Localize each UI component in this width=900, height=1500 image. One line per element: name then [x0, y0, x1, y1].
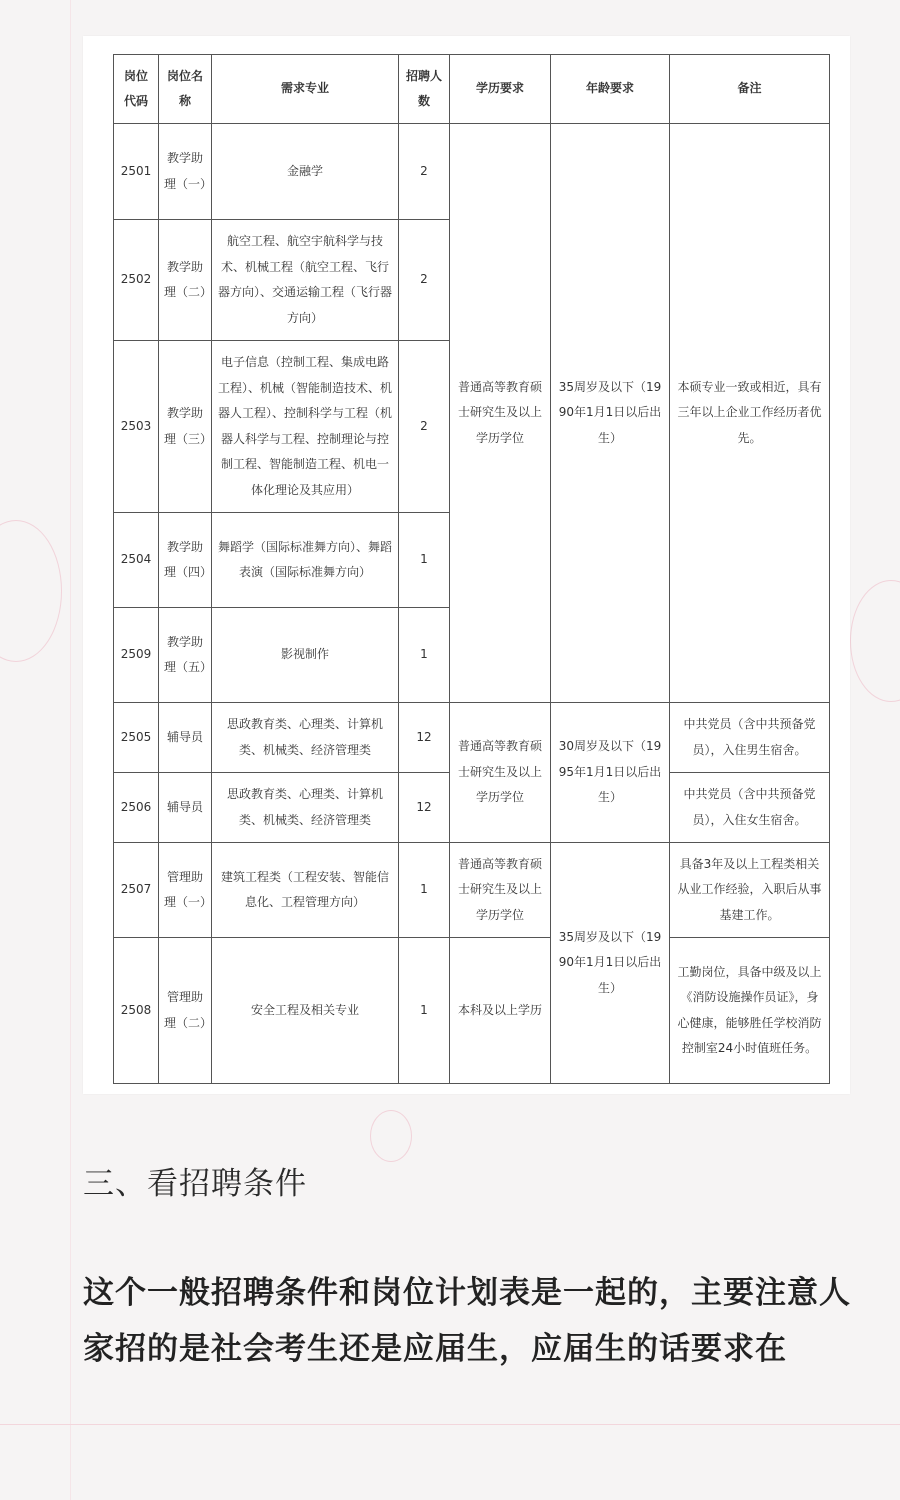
cell-count: 1 [399, 843, 450, 938]
cell-code: 2503 [114, 341, 159, 513]
decor-line [70, 0, 71, 1500]
cell-name: 教学助理（四） [159, 513, 212, 608]
cell-count: 12 [399, 773, 450, 843]
decor-blob [0, 520, 62, 662]
table-row [114, 843, 830, 938]
table-row [114, 124, 830, 220]
cell-code: 2507 [114, 843, 159, 938]
cell-major: 影视制作 [212, 608, 399, 703]
decor-blob [850, 580, 900, 702]
cell-education: 普通高等教育硕士研究生及以上学历学位 [450, 843, 551, 938]
table-header-row [114, 55, 830, 124]
cell-code: 2501 [114, 124, 159, 220]
cell-notes-group-a: 本硕专业一致或相近，具有三年以上企业工作经历者优先。 [670, 124, 830, 703]
cell-notes: 工勤岗位，具备中级及以上《消防设施操作员证》，身心健康，能够胜任学校消防控制室24小时值班任务。 [670, 938, 830, 1084]
header-education: 学历要求 [450, 55, 551, 124]
cell-major: 思政教育类、心理类、计算机类、机械类、经济管理类 [212, 703, 399, 773]
cell-name: 教学助理（二） [159, 220, 212, 341]
cell-name: 教学助理（三） [159, 341, 212, 513]
cell-notes: 中共党员（含中共预备党员），入住女生宿舍。 [670, 773, 830, 843]
decor-blob [370, 1110, 412, 1162]
cell-notes: 中共党员（含中共预备党员），入住男生宿舍。 [670, 703, 830, 773]
recruitment-table [113, 54, 830, 1084]
cell-major: 金融学 [212, 124, 399, 220]
cell-major: 思政教育类、心理类、计算机类、机械类、经济管理类 [212, 773, 399, 843]
cell-education-group-a: 普通高等教育硕士研究生及以上学历学位 [450, 124, 551, 703]
table-row [114, 938, 830, 1084]
cell-count: 2 [399, 124, 450, 220]
cell-count: 1 [399, 513, 450, 608]
cell-major: 航空工程、航空宇航科学与技术、机械工程（航空工程、飞行器方向）、交通运输工程（飞行器方向） [212, 220, 399, 341]
cell-major: 建筑工程类（工程安装、智能信息化、工程管理方向） [212, 843, 399, 938]
cell-name: 辅导员 [159, 773, 212, 843]
cell-major: 舞蹈学（国际标准舞方向）、舞蹈表演（国际标准舞方向） [212, 513, 399, 608]
cell-name: 辅导员 [159, 703, 212, 773]
header-age: 年龄要求 [551, 55, 670, 124]
cell-count: 2 [399, 220, 450, 341]
header-major: 需求专业 [212, 55, 399, 124]
cell-code: 2506 [114, 773, 159, 843]
cell-code: 2509 [114, 608, 159, 703]
section-heading: 三、看招聘条件 [83, 1166, 307, 1202]
cell-count: 12 [399, 703, 450, 773]
cell-education: 本科及以上学历 [450, 938, 551, 1084]
cell-count: 1 [399, 608, 450, 703]
header-notes: 备注 [670, 55, 830, 124]
cell-age-group-a: 35周岁及以下（1990年1月1日以后出生） [551, 124, 670, 703]
cell-education-group-b: 普通高等教育硕士研究生及以上学历学位 [450, 703, 551, 843]
cell-code: 2502 [114, 220, 159, 341]
cell-age-group-c: 35周岁及以下（1990年1月1日以后出生） [551, 843, 670, 1084]
cell-name: 教学助理（五） [159, 608, 212, 703]
header-name: 岗位名称 [159, 55, 212, 124]
body-paragraph: 这个一般招聘条件和岗位计划表是一起的，主要注意人家招的是社会考生还是应届生，应届生的话要求在 [83, 1275, 851, 1367]
cell-name: 教学助理（一） [159, 124, 212, 220]
recruitment-table-card [83, 36, 850, 1094]
header-code: 岗位代码 [114, 55, 159, 124]
cell-notes: 具备3年及以上工程类相关从业工作经验，入职后从事基建工作。 [670, 843, 830, 938]
header-count: 招聘人数 [399, 55, 450, 124]
cell-major: 安全工程及相关专业 [212, 938, 399, 1084]
cell-major: 电子信息（控制工程、集成电路工程）、机械（智能制造技术、机器人工程）、控制科学与工程（机器人科学与工程、控制理论与控制工程、智能制造工程、机电一体化理论及其应用） [212, 341, 399, 513]
cell-name: 管理助理（二） [159, 938, 212, 1084]
decor-line [0, 1424, 900, 1425]
cell-code: 2504 [114, 513, 159, 608]
cell-count: 2 [399, 341, 450, 513]
cell-count: 1 [399, 938, 450, 1084]
cell-age-group-b: 30周岁及以下（1995年1月1日以后出生） [551, 703, 670, 843]
cell-code: 2508 [114, 938, 159, 1084]
cell-code: 2505 [114, 703, 159, 773]
cell-name: 管理助理（一） [159, 843, 212, 938]
table-row [114, 703, 830, 773]
